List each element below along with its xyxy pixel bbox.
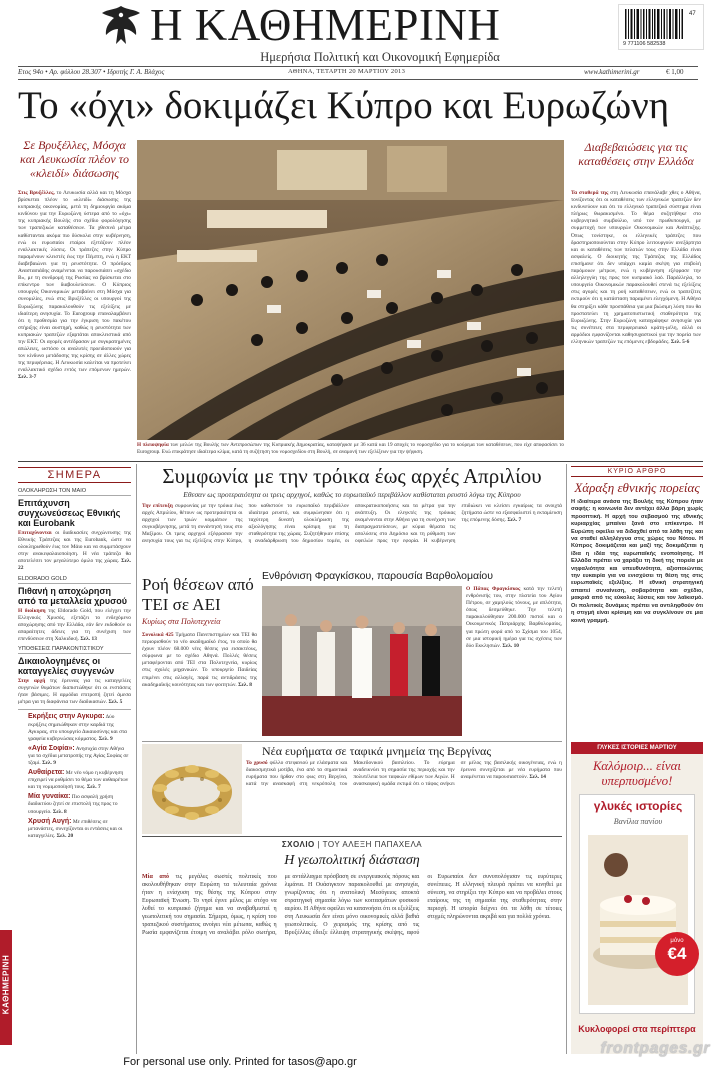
magazine-ad[interactable]: [571, 742, 703, 1054]
right-page-ref: Σελ. 5-6: [670, 338, 690, 345]
today-item-title: Δικαιολογημένες οι καταγγελίες συγγενών: [18, 656, 115, 677]
francis-headline: Ενθρόνιση Φραγκίσκου, παρουσία Βαρθολομαίου: [262, 570, 494, 582]
top-section-rule: [18, 461, 703, 462]
cake-image: [588, 835, 688, 1005]
today-item-title: Πιθανή η αποχώρηση από τα μεταλλεία χρυσού: [18, 585, 127, 606]
today-item-kicker: ΥΠΟΘΕΣΕΙΣ ΠΑΡΑΚΟΝΤΙΣΤΙΚΟΥ: [18, 646, 131, 654]
masthead: [0, 0, 715, 80]
eagle-logo-icon: [98, 4, 144, 48]
today-item-title: Επιτάχυνση συγχωνεύσεως Εθνικής και Eurobank: [18, 498, 121, 528]
editorial-title: Χάραξη εθνικής πορείας: [574, 480, 700, 495]
barcode-issue: 47: [689, 11, 696, 17]
bullet-illegal-buildings: Αυθαίρετα: Με νέο νόμο η κυβέρνηση επιχειρεί να ρυθμίσει το θέμα των αυθαιρέτων και τη νομιμοποίησή τους. Σελ. 7: [28, 769, 129, 791]
column-header: ΣΧΟΛΙΟ | ΤΟΥ ΑΛΕΞΗ ΠΑΠΑΧΕΛΑ: [281, 840, 423, 849]
ad-tagline: Καλόμοιρ... είναι υπερπυσμένο!: [592, 758, 682, 788]
vergina-story: Το χρυσό φύλλο στεφανιού με ελάσματα και διακοσμητικά μοτίβα, ένα από τα σημαντικά ευρήματα που ήρθαν στο φως στη Βεργίνα, κατά την ανασκαφή στη νεκρόπολη του Μακεδονικού βασιλείου. Το εύρημα αναδεικνύει τη σημασία της περιοχής και την πολυτέλεια των ταφικών εθίμων των Αιγών. Η ανασκαφική ομάδα εκτιμά ότι ο τάφος ανήκει σε μέλος της βασιλικής οικογένειας, ενώ η έρευνα συνεχίζεται με νέα ευρήματα που αναμένεται να παρουσιαστούν. Σελ. 14: [246, 760, 562, 788]
right-body: στη Λευκωσία επανάλαβε χθες ο Αθήνα, τονίζοντας ότι οι καταθέσεις των ελληνικών τραπεζών δεν κινδυνεύουν και ότι το ελληνικό τραπεζικό σύστημα είναι πλήρως θωρακισμένο. Το θέμα συζητήθηκε στο κυβερνητικό συμβούλιο, υπό τον πρωθυπουργό, με συμμετοχή των υπουργών Οικονομικών και Ανάπτυξης. Όπως τονίστηκε, οι ελληνικές τράπεζες που δραστηριοποιούνται στην Κύπρο λειτουργούν ανεξάρτητα και οι καταθέσεις των πελατών τους στην Ελλάδα είναι ασφαλείς. Ο διοικητής της Τράπεζας της Ελλάδος επισήμανε ότι δεν υπάρχει καμία σκέψη για επιβολή παρόμοιων μέτρων, ενώ η κυβέρνηση εξέφρασε την αλληλεγγύη της προς τον κυπριακό λαό. Παράλληλα, το υπουργείο Οικονομικών παρακολουθεί στενά τις εξελίξεις στις αγορές και τη ροή καταθέσεων, ενώ οι τραπεζίτες εκτιμούν ότι η κατάσταση παραμένει ελεγχόμενη. Η Αθήνα θα στηρίξει κάθε προσπάθεια για μια βιώσιμη λύση που θα προστατεύει τη χρηματοπιστωτική σταθερότητα της Ευρωζώνης. Στην Ευρωζώνη καταγράφηκε ανησυχία για τις συνέπειες στα περιφερειακά κράτη-μέλη, αλλά οι αρμόδιοι εμφανίζονται καθησυχαστικοί για την πορεία των ελληνικών τραπεζών τις επόμενες εβδομάδες.: [571, 190, 701, 345]
masthead-title: Η ΚΑΘΗΜΕΡΙΝΗ: [150, 0, 501, 50]
troika-deck: Εθεσαν ως προτεραιότητα οι τρεις αρχηγοί, καθώς το ευρωπαϊκό περιβάλλον καθίσταται ρευστό λόγω της Κύπρου: [183, 490, 521, 499]
spine-text: ΚΑΘΗΜΕΡΙΝΗ: [1, 954, 11, 1015]
personal-use-notice: For personal use only. Printed for tasos@apo.gr: [123, 1056, 357, 1068]
vergina-rule: [142, 741, 562, 742]
right-deck: Διαβεβαιώσεις για τις καταθέσεις στην Ελλάδα: [578, 140, 694, 168]
today-label: ΣΗΜΕΡΑ: [18, 467, 131, 483]
column-title: Η γεωπολιτική διάσταση: [284, 853, 420, 868]
troika-headline: Συμφωνία με την τρόικα έως αρχές Απριλίου: [162, 464, 542, 488]
year-issue: Ετος 94ο: [18, 68, 44, 76]
main-photo-caption: [137, 442, 564, 457]
editorial-box: [571, 466, 703, 736]
masthead-subtitle: Ημερήσια Πολιτική και Οικονομική Εφημερίδα: [260, 50, 500, 64]
parliament-photo-image: [137, 140, 564, 440]
left-lead-story: [18, 190, 131, 460]
pope-photo: [262, 586, 462, 736]
column-rule-top: [142, 836, 562, 837]
ad-magazine-sub: Βανίλια πανίου: [613, 817, 663, 826]
right-lead-story: [571, 190, 701, 460]
founder: Ιδρυτής Γ. Α. Βλάχος: [107, 68, 165, 76]
spine-strip: [0, 930, 12, 1045]
parliament-photo: [137, 140, 564, 440]
barcode: [618, 4, 704, 50]
price: € 1,00: [666, 68, 684, 76]
bullet-ankara: Εκρήξεις στην Αγκυρα: Δύο εκρήξεις σημειώθηκαν στην καρδιά της Αγκυρας, στο υπουργείο Δικαιοσύνης και στα γραφεία κυβερνώσας κόμματος. Σελ. 9: [28, 713, 127, 742]
bullet-hagia-sophia: «Αγία Σοφία»: Ανησυχία στην Αθήνα για τα σχέδια μετατροπής της Αγίας Σοφίας σε τζαμί. Σελ. 9: [28, 744, 129, 766]
right-column-divider: [566, 464, 567, 1054]
today-item-kicker: ELDORADO GOLD: [18, 576, 131, 584]
left-deck: Σε Βρυξέλλες, Μόσχα και Λευκωσία πλέον το «κλειδί» διάσωσης: [19, 138, 129, 180]
barcode-number: 9 771106 582538: [623, 41, 666, 47]
barcode-bars-icon: [625, 9, 685, 39]
today-item-kicker: ΟΛΟΚΛΗΡΩΣΗ ΤΟΝ ΜΑΙΟ: [18, 488, 131, 496]
city-date: ΑΘΗΝΑ, ΤΕΤΑΡΤΗ 20 ΜΑΡΤΙΟΥ 2013: [288, 68, 406, 75]
main-headline: Το «όχι» δοκιμάζει Κύπρο και Ευρωζώνη: [18, 84, 670, 127]
masthead-rule-top: [18, 66, 698, 67]
tei-story: Συνολικά 425 Τμήματα Πανεπιστημίων και ΤΕΙ θα περιορισθούν το νέο ακαδημαϊκό έτος, το οποίο θα έχουν πλέον 68.000 νέες θέσεις για εισακτέους, σύμφωνα με το σχέδιο Αθηνά. Πολλές θέσεις μεταφέρονται από ΤΕΙ στα Πολυτεχνεία, κυρίως στις σχολές μηχανικών. Το υπουργείο Παιδείας επιμένει στις αλλαγές, παρά τις αντιδράσεις της ακαδημαϊκής κοινότητας και των φοιτητών. Σελ. 8: [142, 632, 257, 688]
tei-headline: Ροή θέσεων από ΤΕΙ σε ΑΕΙ: [142, 575, 254, 614]
editorial-kicker: ΚΥΡΙΟ ΑΡΘΡΟ: [571, 466, 703, 477]
column-label: ΣΧΟΛΙΟ: [281, 840, 315, 849]
caption-text: των μελών της Βουλής των Αντιπροσώπων της Κυπριακής Δημοκρατίας, καταψήφισε με 36 κατά και 19 αποχές το νομοσχέδιο για το κούρεμα των καταθέσεων, που είχε αποφασίσει το Eurogroup. Ενώ επικράτησε ιδιαίτερα κλίμα, κατά τη συζήτηση του νομοσχεδίου στη Βουλή, σε αναμονή των εξελίξεων για την ψήφιση.: [137, 442, 564, 455]
editorial-body: Η ιδιαίτερα ανάσα της Βουλής της Κύπρου ήταν σαφής: η κοινωνία δεν αντέχει άλλα βάρη χωρίς προοπτική. Η αρχή του σεβασμού της εθνικής κυριαρχίας μπαίνει ξανά στο επίκεντρο. Η Ευρώπη οφείλει να διδαχθεί από τα λάθη της και να σταθεί αλληλέγγυα στις χώρες του Νότου. Η Κύπρος δοκιμάζεται και μαζί της δοκιμάζεται η ίδια η ιδέα της ευρωπαϊκής ενοποίησης. Η Ελλάδα πρέπει να χαράξει τη δική της πορεία με νηφαλιότητα και υπευθυνότητα, αξιοποιώντας την ευκαιρία για να ενισχύσει τη θέση της στις ευρωπαϊκές εξελίξεις. Η εθνική στρατηγική απαιτεί συναίνεση, σοβαρότητα και σχέδιο, μακριά από τις εύκολες λύσεις και τον λαϊκισμό. Οι πολιτικές δυνάμεις πρέπει να αντιληφθούν ότι η στιγμή είναι κρίσιμη και να συγκλίνουν σε μια κοινή γραμμή.: [571, 499, 703, 624]
wreath-photo: [142, 744, 242, 834]
right-lead-in: Τα σταθερά της: [571, 190, 609, 196]
left-body: το Λευκωσία αλλά και τη Μόσχα βρίσκεται πλέον το «κλειδί» διάσωσης της κυπριακής οικονομίας, μετά τη δημιουργία ακόμα κινδύνου για την Ευρωζώνη ύστερα από το «όχι» της κυπριακής Βουλής στο σχέδιο φορολόγησης των τραπεζικών καταθέσεων. Τα χθεσινά μέτρα καθίστανται ακόμα πιο δύσκολα στην κυβέρνηση, ενώ οι ευρωπαίοι εταίροι εξετάζουν πλέον εναλλακτικές λύσεις. Οι τράπεζες στην Κύπρο παραμένουν κλειστές έως την Πέμπτη, ενώ η ΕΚΤ διαβεβαιώνει για τη ρευστότητα. Ο πρόεδρος Αναστασιάδης αναμένεται να παρουσιάσει «σχέδιο Β», με τη συνδρομή της Ρωσίας να βρίσκεται στο επίκεντρο των διαβουλεύσεων. Ο Κύπριος υπουργός Οικονομικών μεταβαίνει στη Μόσχα για συνομιλίες, ενώ στις Βρυξέλλες οι υπουργοί της Ευρωζώνης παρακολουθούν τις εξελίξεις με ιδιαίτερη ανησυχία. Το Eurogroup επαναλαμβάνει ότι η προθεσμία για την έγκριση του πακέτου στήριξης είναι αυστηρή, καθώς η ρευστότητα των κυπριακών τραπεζών εξαρτάται αποκλειστικά από την ΕΚΤ. Οι αγορές αντέδρασαν με συγκρατημένες απώλειες, ωστόσο οι αναλυτές προειδοποιούν για τον κίνδυνο μετάδοσης της κρίσης σε άλλες χώρες της περιφέρειας. Η Λευκωσία καλείται να προτείνει εναλλακτικό σχέδιο εντός των επόμενων ημερών.: [18, 190, 131, 374]
pope-photo-image: [262, 586, 462, 736]
masthead-info-bar: Ετος 94ο • Αρ. φύλλου 28.307 • Ιδρυτής Γ. Α. Βλάχος ΑΘΗΝΑ, ΤΕΤΑΡΤΗ 20 ΜΑΡΤΙΟΥ 2013 www.kathimerini.gr € 1,00: [18, 68, 684, 76]
gold-wreath-image: [142, 744, 242, 834]
ad-magazine-cover: [579, 794, 695, 1014]
sheet-number: Αρ. φύλλου 28.307: [49, 68, 102, 76]
ad-price-badge: [655, 932, 699, 976]
ad-price-label: μόνο: [670, 938, 684, 944]
masthead-rule-bottom: [18, 79, 698, 80]
left-lead-in: Στις Βρυξέλλες,: [18, 190, 55, 196]
left-page-ref: Σελ. 3-7: [18, 374, 37, 381]
left-column-divider: [136, 464, 137, 1054]
caption-lead-in: Η πλειοψηφία: [137, 442, 169, 448]
today-item-eldorado: ELDORADO GOLD Πιθανή η αποχώρηση από τα μεταλλεία χρυσού Η διοίκηση της Eldorado Gold, που ελέγχει την Ελληνικός Χρυσός, εξετάζει το ενδεχόμενο αποχώρησης από την Ελλάδα, εάν δεν εκδοθούν οι απαραίτητες άδειες για τη συνέχιση των επενδύσεων στη Χαλκιδική. Σελ. 13: [18, 575, 131, 642]
today-item-merger: ΟΛΟΚΛΗΡΩΣΗ ΤΟΝ ΜΑΙΟ Επιτάχυνση συγχωνεύσεως Εθνικής και Eurobank Επιταχύνονται οι διαδικασίες συγχώνευσης της Εθνικής Τράπεζας και της Eurobank, ώστε να ολοκληρωθούν έως τον Μάιο και να συμμετάσχουν στην ανακεφαλαιοποίηση. Η νέα τράπεζα θα αποτελέσει τον μεγαλύτερο όμιλο της χώρας. Σελ. 22: [18, 488, 131, 572]
ad-magazine-title: γλυκές ιστορίες: [593, 799, 683, 813]
ad-footer: Κυκλοφορεί στα περίπτερα: [578, 1024, 696, 1034]
ad-banner: ΓΛΥΚΕΣ ΙΣΤΟΡΙΕΣ ΜΑΡΤΙΟΥ: [571, 742, 703, 754]
bullet-woman: Μία γυναίκα: Πιο ασφαλή χρήση διαδικτύου ζητεί σε επιστολή της προς το υπουργείο. Σελ. 8: [28, 793, 118, 815]
column-story: Μία από τις μεγάλες σωστές πολιτικές που ακολουθήθηκαν στην Ευρώπη τα τελευταία χρόνια ήταν η ενίσχυση της θέσης της Κύπρου στην Ευρωπαϊκή Ένωση. Το νησί έγινε μέλος με στόχο να λυθεί το κυπριακό ζήτημα και να αναβαθμιστεί η γεωπολιτική του σημασία. Σήμερα, όμως, η κρίση του τραπεζικού συστήματος ανοίγει νέα μέτωπα, καθώς η Ρωσία εμφανίζεται έτοιμη να αναλάβει ρόλο σωτήρα, με αντάλλαγμα πρόσβαση σε ενεργειακούς πόρους και λιμάνια. Η Ουάσιγκτον παρακολουθεί με ανησυχία, γνωρίζοντας ότι η ανατολική Μεσόγειος αποκτά στρατηγική σημασία λόγω των κοιτασμάτων φυσικού αερίου. Η Αθήνα οφείλει να κατανοήσει ότι οι εξελίξεις στη Λευκωσία δεν είναι μόνο οικονομικές αλλά βαθιά γεωπολιτικές. Ο χειρισμός της κρίσης από τις Βρυξέλλες έδειξε έλλειψη στρατηγικής σκέψης, αφού οι Ευρωπαίοι δεν συνυπολόγισαν τις ευρύτερες συνέπειες. Η ελληνική πλευρά πρέπει να κινηθεί με σύνεση, να στηρίξει την Κύπρο και να προβάλει στους εταίρους της τη σημασία της σταθερότητας στην περιοχή. Η ιστορία δείχνει ότι τα λάθη σε τέτοιες στιγμές πληρώνονται ακριβά και για πολλά χρόνια.: [142, 874, 562, 936]
ad-price: €4: [667, 944, 687, 963]
column-author: ΤΟΥ ΑΛΕΞΗ ΠΑΠΑΧΕΛΑ: [322, 840, 423, 849]
troika-story: Την επίτευξη συμφωνίας με την τρόικα έως αρχές Απριλίου, θέτουν ως προτεραιότητα οι αρχηγοί των τριών κομμάτων της συγκυβέρνησης, μετά τη συνάντησή τους στο Μαξίμου. Οι τρεις αρχηγοί εξέφρασαν την ανησυχία τους για τις εξελίξεις στην Κύπρο, που καθιστούν το ευρωπαϊκό περιβάλλον ιδιαίτερα ρευστό, και συμφώνησαν ότι η ταχύτερη δυνατή ολοκλήρωση της αξιολόγησης είναι κρίσιμη για τη σταθερότητα της χώρας. Συζητήθηκαν επίσης η αναδιάρθρωση του δημοσίου τομέα, οι αποκρατικοποιήσεις και τα μέτρα για την ανάπτυξη. Οι ελεγκτές της τρόικας αναμένονται στην Αθήνα για τη συνέχιση των διαπραγματεύσεων, με κύρια θέματα τις απολύσεις στο Δημόσιο και τη ρύθμιση των οφειλών προς την εφορία. Η κυβέρνηση επιδιώκει να κλείσει εγκαίρως τα ανοιχτά ζητήματα ώστε να εξασφαλιστεί η εκταμίευση της επόμενης δόσης. Σελ. 7: [142, 503, 562, 545]
tei-deck: Κυρίως στα Πολυτεχνεία: [142, 617, 221, 626]
vergina-headline: Νέα ευρήματα σε ταφικά μνημεία της Βεργίνας: [262, 744, 492, 758]
website-link[interactable]: www.kathimerini.gr: [584, 68, 640, 76]
francis-story: Ο Πάπας Φραγκίσκος κατά την τελετή ενθρόνισής του, στην πλατεία του Αγίου Πέτρου, σε χαμηλούς τόνους, με απλότητα, όπως δεσμεύθηκε. Την τελετή παρακολούθησαν 200.000 πιστοί και ο Οικουμενικός Πατριάρχης Βαρθολομαίος, για πρώτη φορά από το Σχίσμα του 1054, σε μια ιστορική ημέρα για τις σχέσεις των δύο Εκκλησιών. Σελ. 10: [466, 586, 562, 649]
frontpages-brand[interactable]: frontpages.gr: [600, 1040, 710, 1057]
bullet-golden-dawn: Χρυσή Αυγή: Με επιθέσεις σε μετανάστες, συνεχίζονται οι εντάσεις και οι καταγγελίες. Σελ. 20: [28, 817, 123, 839]
today-item-complaints: ΥΠΟΘΕΣΕΙΣ ΠΑΡΑΚΟΝΤΙΣΤΙΚΟΥ Δικαιολογημένες οι καταγγελίες συγγενών Στην αρχή της έρευνας για τις καταγγελίες συγγενών θυμάτων διαπιστώθηκε ότι οι ενστάσεις ήταν βάσιμες. Η αρμόδια επιτροπή ζητεί άμεσα μέτρα για τη διαφάνεια των διαδικασιών. Σελ. 5: [18, 646, 131, 706]
today-column: [18, 488, 131, 1058]
